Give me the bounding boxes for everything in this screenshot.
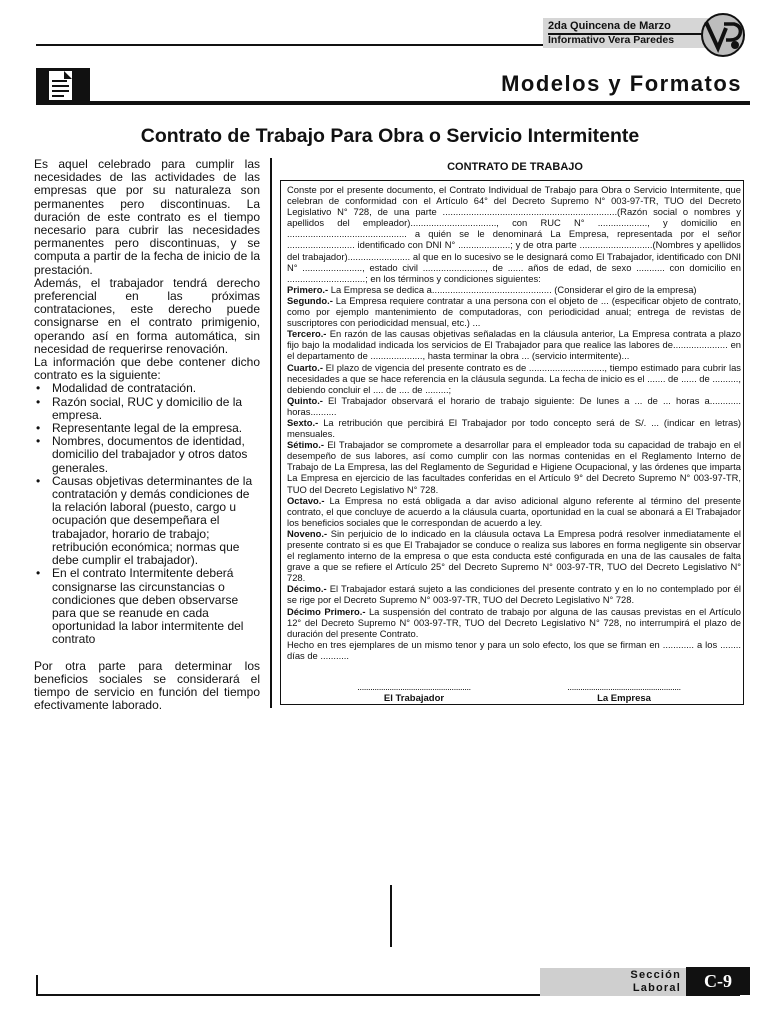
clause-label: Segundo.- [287,294,333,306]
signature-line: ..................................................... [567,682,681,693]
page-title: Contrato de Trabajo Para Obra o Servicio Intermitente [140,125,640,147]
clause-text: El Trabajador estará sujeto a las condiciones del presente contrato y en lo no contemplado por él se rige por el Decreto Supremo N° 003-97-TR, TUO del Decreto Legislativo N° 728. [287,583,741,606]
signature-line: ..................................................... [357,682,471,693]
clause-label: Primero.- [287,283,329,295]
clause-text: El plazo de vigencia del presente contrato es de ............................., tiempo estimado para cubrir las necesidades a que se hace referencia en la cláusula segunda. La fecha de inicio es el ....... de ...... de .........., debiendo concluir el .... de .... de .........; [287,361,741,395]
clause-label: Octavo.- [287,494,325,506]
clause-label: Sétimo.- [287,439,324,451]
clause-octavo [287,495,741,528]
list-item: • Modalidad de contratación. [52,382,260,395]
clause-setimo [287,439,741,494]
clause-text: En razón de las causas objetivas señaladas en la cláusula anterior, La Empresa contrata a plazo fijo bajo la modalidad indicada los servicios de El Trabajador para que realice las labores de..................... en el departamento de ...................., hasta terminar la obra ... (servicio intermitente)... [287,328,741,362]
footer-section-label [545,969,681,995]
contract-heading: CONTRATO DE TRABAJO [447,161,583,173]
section-rule [36,101,750,105]
clause-text: La Empresa se dedica a.............................................. (Considerar el giro de la empresa) [328,283,697,295]
benefits-paragraph: Por otra parte para determinar los beneficios sociales se considerará el tiempo de servicio en función del tiempo efectivamente laborado. [34,658,260,713]
info-paragraph: La información que debe contener dicho contrato es la siguiente: [34,355,260,383]
signature-label: El Trabajador [383,693,445,704]
clause-text: El Trabajador se compromete a desarrollar para el empleador toda su capacidad de trabajo en el desempeño de sus labores, así como cumplir con las normas contenidas en el Reglamento Interno de Trabajo de La Empresa, las del Reglamento de Seguridad e Higiene Ocupacional, y las órdenes que imparta La Empresa en ejercicio de las facultades conferidas en el Artículo 9° del Decreto Supremo N° 003-97-TR, TUO del Decreto Legislativo N° 728. [287,439,741,495]
contract-body [287,184,741,661]
clause-text: La retribución que percibirá El Trabajador por todo concepto será de S/. ... (indicar en letras) mensuales. [287,416,741,440]
clause-text: La Empresa requiere contratar a una persona con el objeto de ... (especificar objeto de contrato, como por ejemplo mantenimiento de computadoras, con periodicidad anual; entrega de revistas de suscriptores con periodicidad mensual, etc.) ... [287,294,741,329]
list-item: • Representante legal de la empresa. [52,422,260,435]
intro-column [34,158,260,712]
header-publication: Informativo Vera Paredes [548,34,675,46]
clause-noveno [287,528,741,583]
bottom-divider [390,885,392,947]
clause-text: La Empresa no está obligada a dar aviso adicional alguno referente al término del presente contrato, el que concluye de acuerdo a la cláusula cuarta, oportunidad en la cual se abonará a El Trabajador los beneficios sociales que le correspondan de acuerdo a ley. [287,494,741,528]
clause-text: El Trabajador observará el horario de trabajo siguiente: De lunes a ... de ... horas a............ horas.......... [287,394,741,417]
footer-tick [36,975,38,996]
clause-decimo [287,583,741,605]
document-icon [36,68,90,104]
header-issue: 2da Quincena de Marzo [548,20,708,35]
clause-quinto [287,395,741,417]
signature-label: La Empresa [597,693,651,704]
clause-label: Tercero.- [287,328,327,340]
list-item: • Razón social, RUC y domicilio de la empresa. [52,396,260,422]
spacer [34,647,260,660]
signature-worker [334,682,494,704]
vp-logo-icon [700,12,746,58]
list-item: • En el contrato Intermitente deberá consignarse las circunstancias o condiciones que deben observarse para que se reanude en cada oportunidad la labor intermitente del contrato [52,567,260,646]
footer-section-line1: Sección [630,969,681,981]
column-divider [270,158,272,708]
clause-tercero [287,328,741,361]
header-rule [36,44,544,46]
signature-company [544,682,704,704]
clause-label: Noveno.- [287,527,328,539]
clause-label: Cuarto.- [287,361,323,373]
clause-cuarto [287,362,741,395]
requirements-list [34,382,260,646]
list-item: • Causas objetivas determinantes de la contratación y demás condiciones de la relación laboral (puesto, cargo u ocupación que desempeñara el trabajador, horario de trabajo; retribución económica; normas que debe cumplir el trabajador). [52,475,260,567]
page-number: C-9 [686,967,750,995]
list-item: • Nombres, documentos de identidad, domicilio del trabajador y otros datos generales. [52,435,260,475]
clause-label: Sexto.- [287,416,319,428]
clause-decimo-primero [287,606,741,639]
footer-section-line2: Laboral [632,982,681,994]
clause-label: Décimo Primero.- [287,605,366,617]
preference-paragraph: Además, el trabajador tendrá derecho preferencial en las próximas contrataciones, este derecho puede consignarse en el contrato primigenio, operando así en forma automática, sin necesidad de requerirse renovación. [34,275,260,356]
clause-label: Décimo.- [287,583,327,595]
clause-text: La suspensión del contrato de trabajo por alguna de las causas previstas en el Artículo 12° del Decreto Supremo N° 003-97-TR, TUO del Decreto Legislativo N° 728, no interrumpirá el plazo de duración del presente Contrato. [287,605,741,639]
clause-primero [287,284,741,295]
clause-sexto [287,417,741,439]
clause-segundo [287,295,741,328]
contract-intro: Conste por el presente documento, el Contrato Individual de Trabajo para Obra o Servicio Intermitente, que celebran de conformidad con el Artículo 64° del Decreto Supremo N° 003-97-TR, TUO del Decreto Legislativo N° 728, de una parte ...................................................................(Razón social o nombres y apellidos del empleador)................................., con RUC N° ..................., y domicilio en .............................................. a quién se le denominará La Empresa, representada por el señor .......................... identificado con DNI N° ....................; y de otra parte ............................(Nombres y apellidos del trabajador)........................ al que en lo sucesivo se le designará como El Trabajador, identificado con DNI N° ......................., estado civil ........................, de ...... años de edad, de sexo ........... con domicilio en ..............................; en los términos y condiciones siguientes: [287,184,741,284]
clause-text: Sin perjuicio de lo indicado en la cláusula octava La Empresa podrá resolver inmediatamente el presente contrato si es que El Trabajador se conduce o realiza sus labores en forma negligente sin observar el reglamento interno de la empresa o que esta conducta esté configurada en una de las causales de falta grave a que se refiere el Artículo 25° del Decreto Supremo N° 003-97-TR, TUO del Decreto Legislativo N° 728. [287,527,741,584]
clause-label: Quinto.- [287,394,323,406]
intro-paragraph: Es aquel celebrado para cumplir las necesidades de las actividades de las empresas que por su naturaleza son permanentes pero discontinuas. La duración de este contrato es el tiempo necesario para cubrir las necesidades permanentes pero discontinuas, y se computa a partir de la fecha de inicio de la prestación. [34,157,260,277]
contract-closing: Hecho en tres ejemplares de un mismo tenor y para un solo efecto, los que se firman en ............ a los ........ días de ........... [287,638,741,661]
section-title: Modelos y Formatos [501,71,742,96]
